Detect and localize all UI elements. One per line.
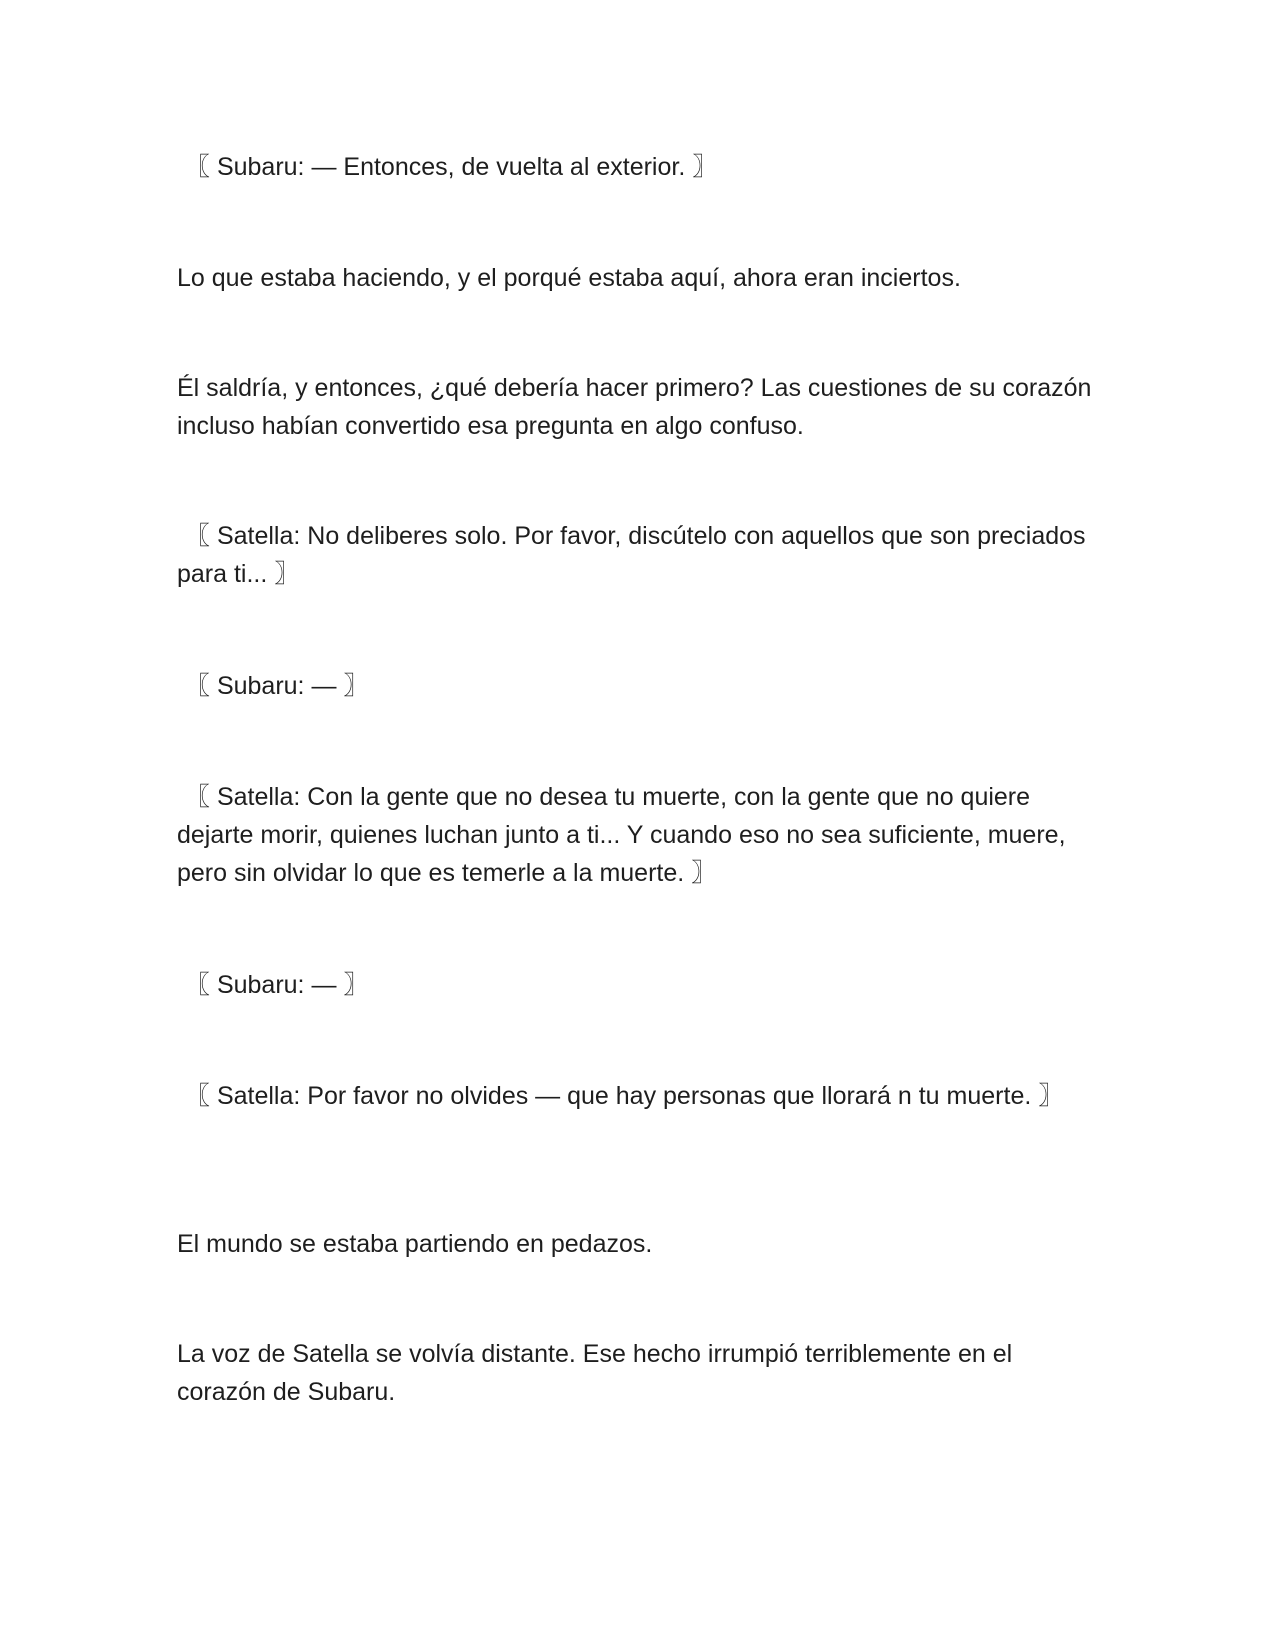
narration-paragraph-4: La voz de Satella se volvía distante. Ese hecho irrumpió terriblemente en el corazón de Subaru. bbox=[177, 1340, 1020, 1406]
narration-paragraph-3: El mundo se estaba partiendo en pedazos. bbox=[177, 1230, 653, 1258]
dialogue-subaru-3: 〖 Subaru: — 〗 bbox=[185, 971, 369, 999]
dialogue-satella-1: 〖 Satella: No deliberes solo. Por favor, discútelo con aquellos que son preciados para ti... 〗 bbox=[177, 522, 1093, 588]
dialogue-satella-3: 〖 Satella: Por favor no olvides — que hay personas que llorará n tu muerte. 〗 bbox=[185, 1082, 1064, 1110]
narration-paragraph-1: Lo que estaba haciendo, y el porqué estaba aquí, ahora eran inciertos. bbox=[177, 264, 961, 292]
dialogue-subaru-1: 〖 Subaru: — Entonces, de vuelta al exterior. 〗 bbox=[185, 153, 718, 181]
dialogue-subaru-2: 〖 Subaru: — 〗 bbox=[185, 672, 369, 700]
narration-paragraph-2: Él saldría, y entonces, ¿qué debería hacer primero? Las cuestiones de su corazón incluso habían convertido esa pregunta en algo confuso. bbox=[177, 374, 1099, 440]
dialogue-satella-2: 〖 Satella: Con la gente que no desea tu muerte, con la gente que no quiere dejarte morir, quienes luchan junto a ti... Y cuando eso no sea suficiente, muere, pero sin olvidar lo que es temerle a la muerte. 〗 bbox=[177, 783, 1073, 887]
